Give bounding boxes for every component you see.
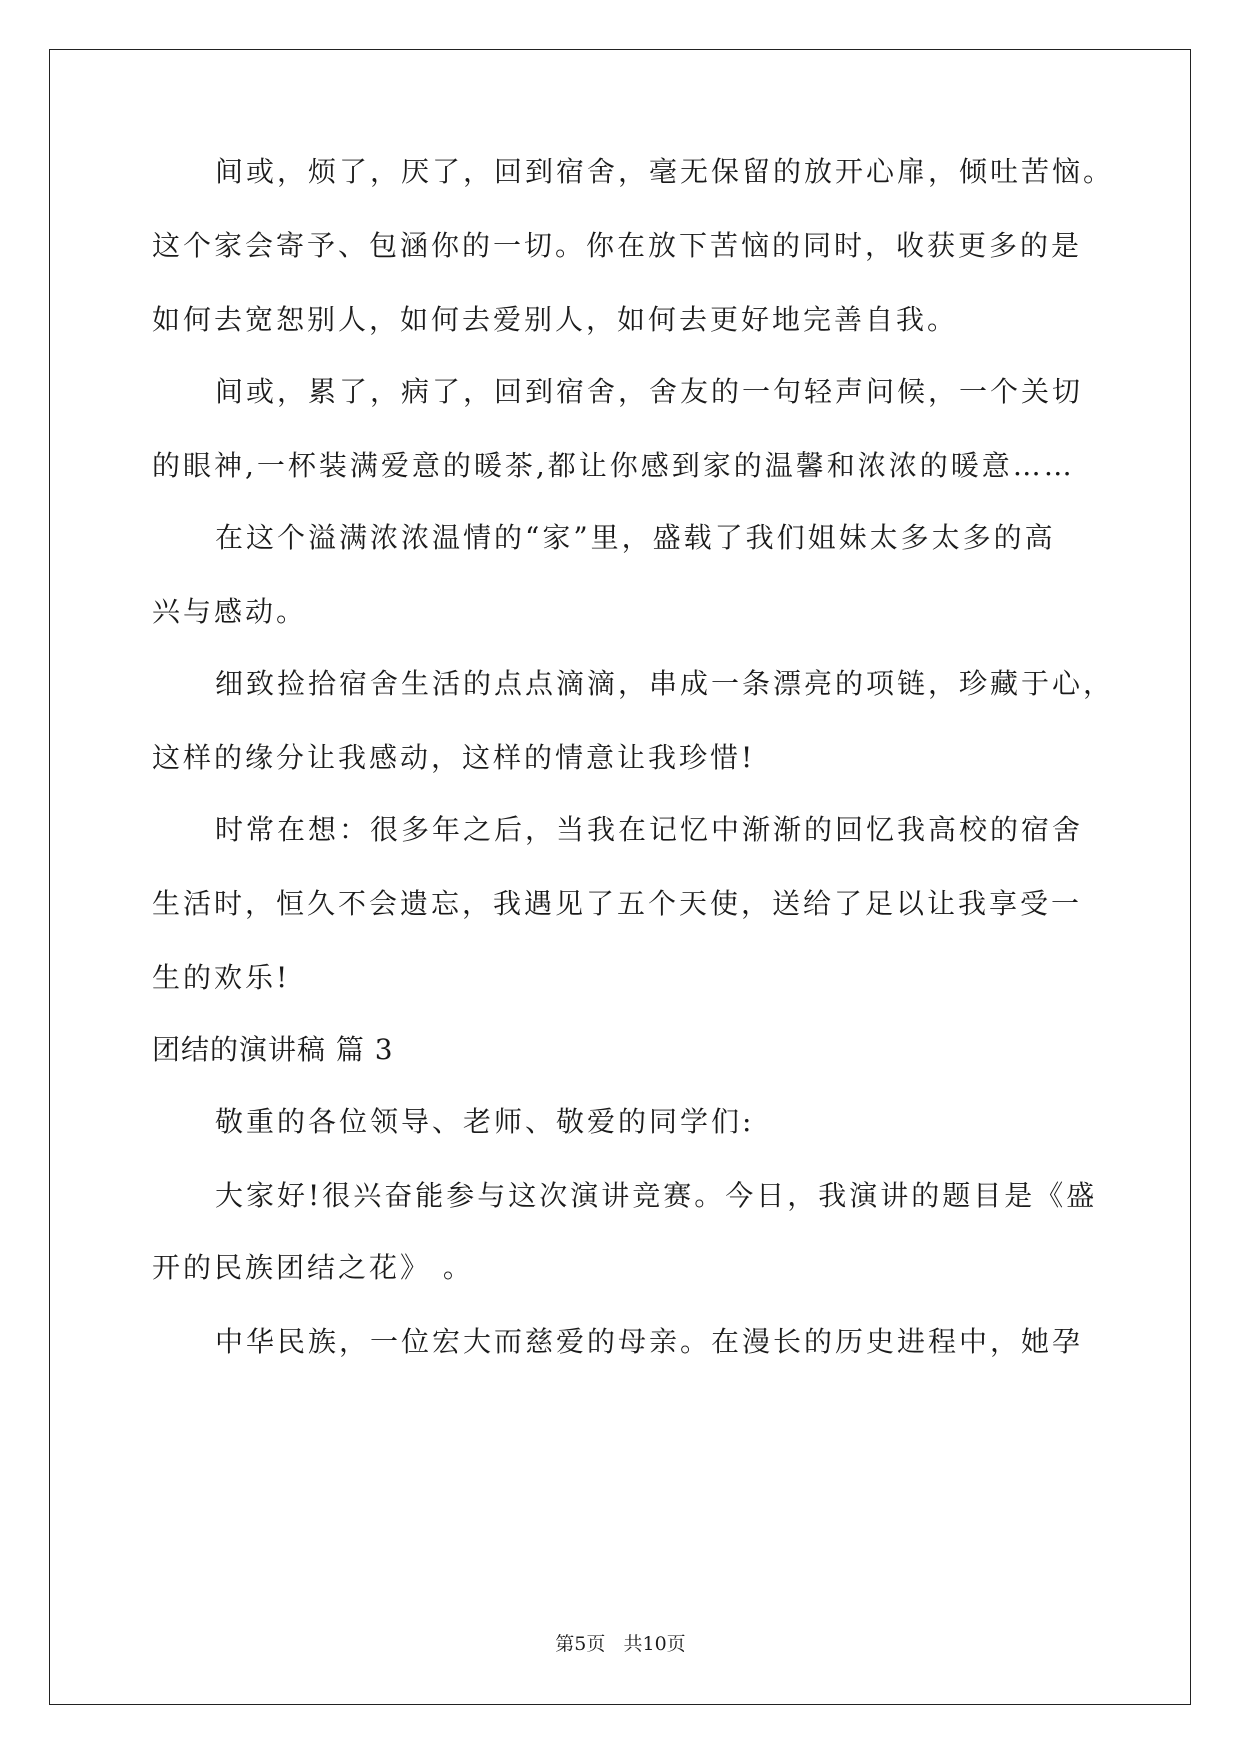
paragraph-line: 开的民族团结之花》 。	[152, 1251, 474, 1284]
paragraph-line: 大家好!很兴奋能参与这次演讲竞赛。今日，我演讲的题目是《盛	[215, 1179, 1098, 1212]
paragraph-line: 时常在想：很多年之后，当我在记忆中渐渐的回忆我高校的宿舍	[215, 813, 1084, 846]
paragraph-line: 中华民族，一位宏大而慈爱的母亲。在漫长的历史进程中，她孕	[215, 1325, 1084, 1358]
page-number: 第5页 共10页	[555, 1633, 686, 1655]
paragraph-line: 间或，烦了，厌了，回到宿舍，毫无保留的放开心扉，倾吐苦恼。	[215, 155, 1115, 188]
paragraph-line: 敬重的各位领导、老师、敬爱的同学们:	[215, 1105, 755, 1138]
paragraph-line: 生的欢乐!	[152, 961, 291, 994]
paragraph-line: 的眼神,一杯装满爱意的暖茶,都让你感到家的温馨和浓浓的暖意……	[152, 449, 1075, 482]
paragraph-line: 这个家会寄予、包涵你的一切。你在放下苦恼的同时，收获更多的是	[152, 229, 1083, 262]
paragraph-line: 间或，累了，病了，回到宿舍，舍友的一句轻声问候，一个关切	[215, 375, 1084, 408]
paragraph-line: 兴与感动。	[152, 595, 308, 628]
paragraph-line: 在这个溢满浓浓温情的“家”里，盛载了我们姐妹太多太多的高	[215, 521, 1056, 554]
section-heading: 团结的演讲稿 篇 3	[152, 1033, 394, 1066]
paragraph-line: 细致捡拾宿舍生活的点点滴滴，串成一条漂亮的项链，珍藏于心，	[215, 667, 1115, 700]
paragraph-line: 生活时，恒久不会遗忘，我遇见了五个天使，送给了足以让我享受一	[152, 887, 1083, 920]
page-border	[49, 49, 1191, 1705]
paragraph-line: 如何去宽恕别人，如何去爱别人，如何去更好地完善自我。	[152, 303, 959, 336]
paragraph-line: 这样的缘分让我感动，这样的情意让我珍惜!	[152, 741, 756, 774]
